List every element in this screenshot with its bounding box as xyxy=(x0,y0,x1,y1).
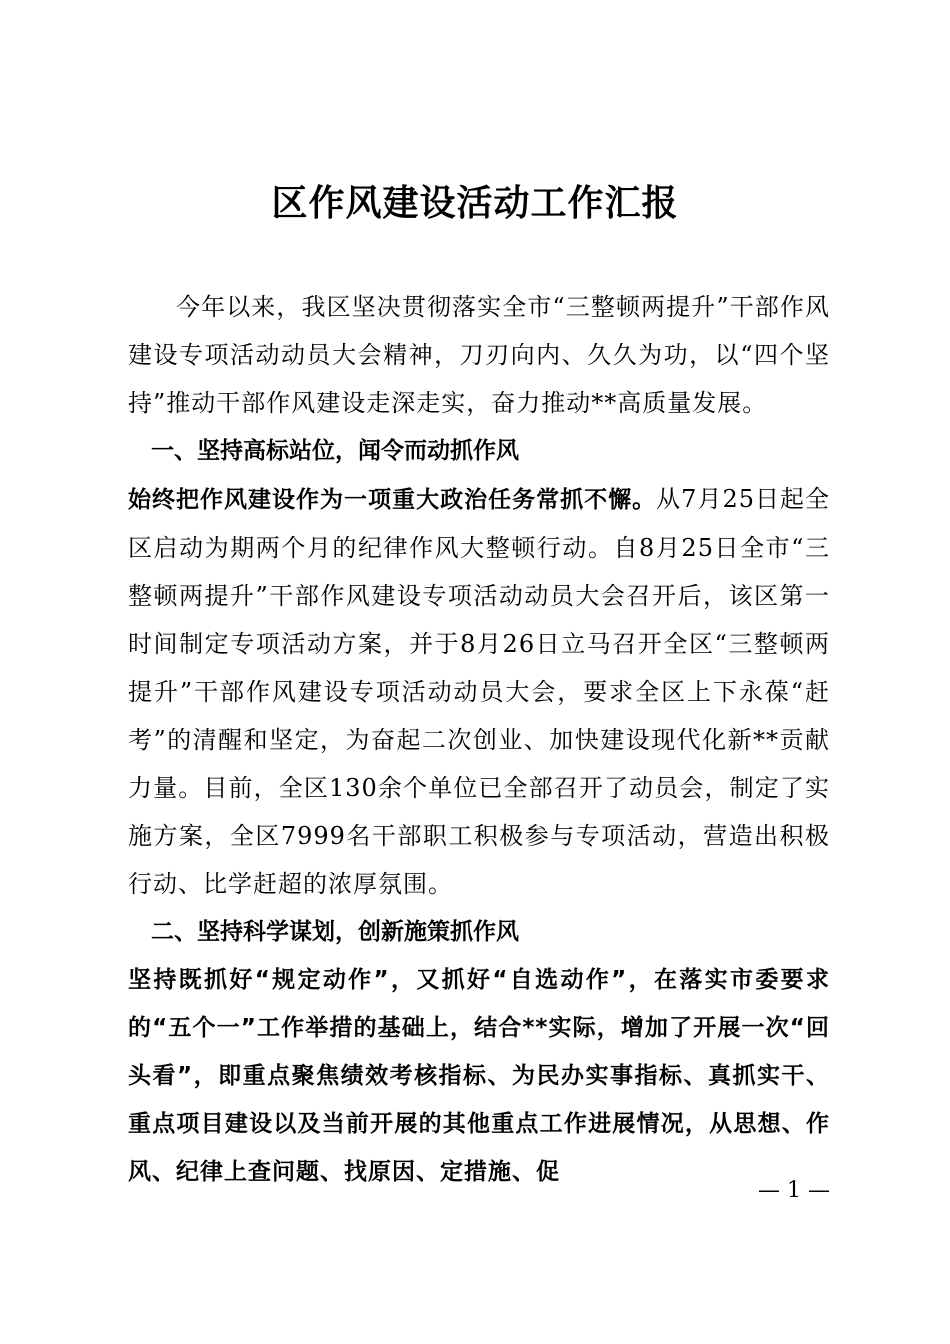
section-2-paragraph: 坚持既抓好“规定动作”，又抓好“自选动作”，在落实市委要求的“五个一”工作举措的基础上，结合**实际，增加了开展一次“回头看”，即重点聚焦绩效考核指标、为民办实事指标、真抓实干、重点项目建设以及当前开展的其他重点工作进展情况，从思想、作风、纪律上查问题、找原因、定措施、促 xyxy=(128,967,830,1185)
document-body xyxy=(128,283,830,1196)
section-1-paragraph xyxy=(128,475,830,908)
section-2-heading: 二、坚持科学谋划，创新施策抓作风 xyxy=(151,919,519,945)
section-1-heading: 一、坚持高标站位，闻令而动抓作风 xyxy=(151,438,519,464)
section-1-body: 从7月25日起全区启动为期两个月的纪律作风大整顿行动。自8月25日全市“三整顿两提升”干部作风建设专项活动动员大会召开后，该区第一时间制定专项活动方案，并于8月26日立马召开全区“三整顿两提升”干部作风建设专项活动动员大会，要求全区上下永葆“赶考”的清醒和坚定，为奋起二次创业、加快建设现代化新**贡献力量。目前，全区130余个单位已全部召开了动员会，制定了实施方案，全区7999名干部职工积极参与专项活动，营造出积极行动、比学赶超的浓厚氛围。 xyxy=(128,485,831,898)
section-1-lead: 始终把作风建设作为一项重大政治任务常抓不懈。 xyxy=(128,487,657,513)
document-title: 区作风建设活动工作汇报 xyxy=(271,182,679,224)
page-number: — 1 — xyxy=(758,1178,830,1203)
intro-paragraph: 今年以来，我区坚决贯彻落实全市“三整顿两提升”干部作风建设专项活动动员大会精神，刀刃向内、久久为功，以“四个坚持”推动干部作风建设走深走实，奋力推动**高质量发展。 xyxy=(128,293,830,417)
